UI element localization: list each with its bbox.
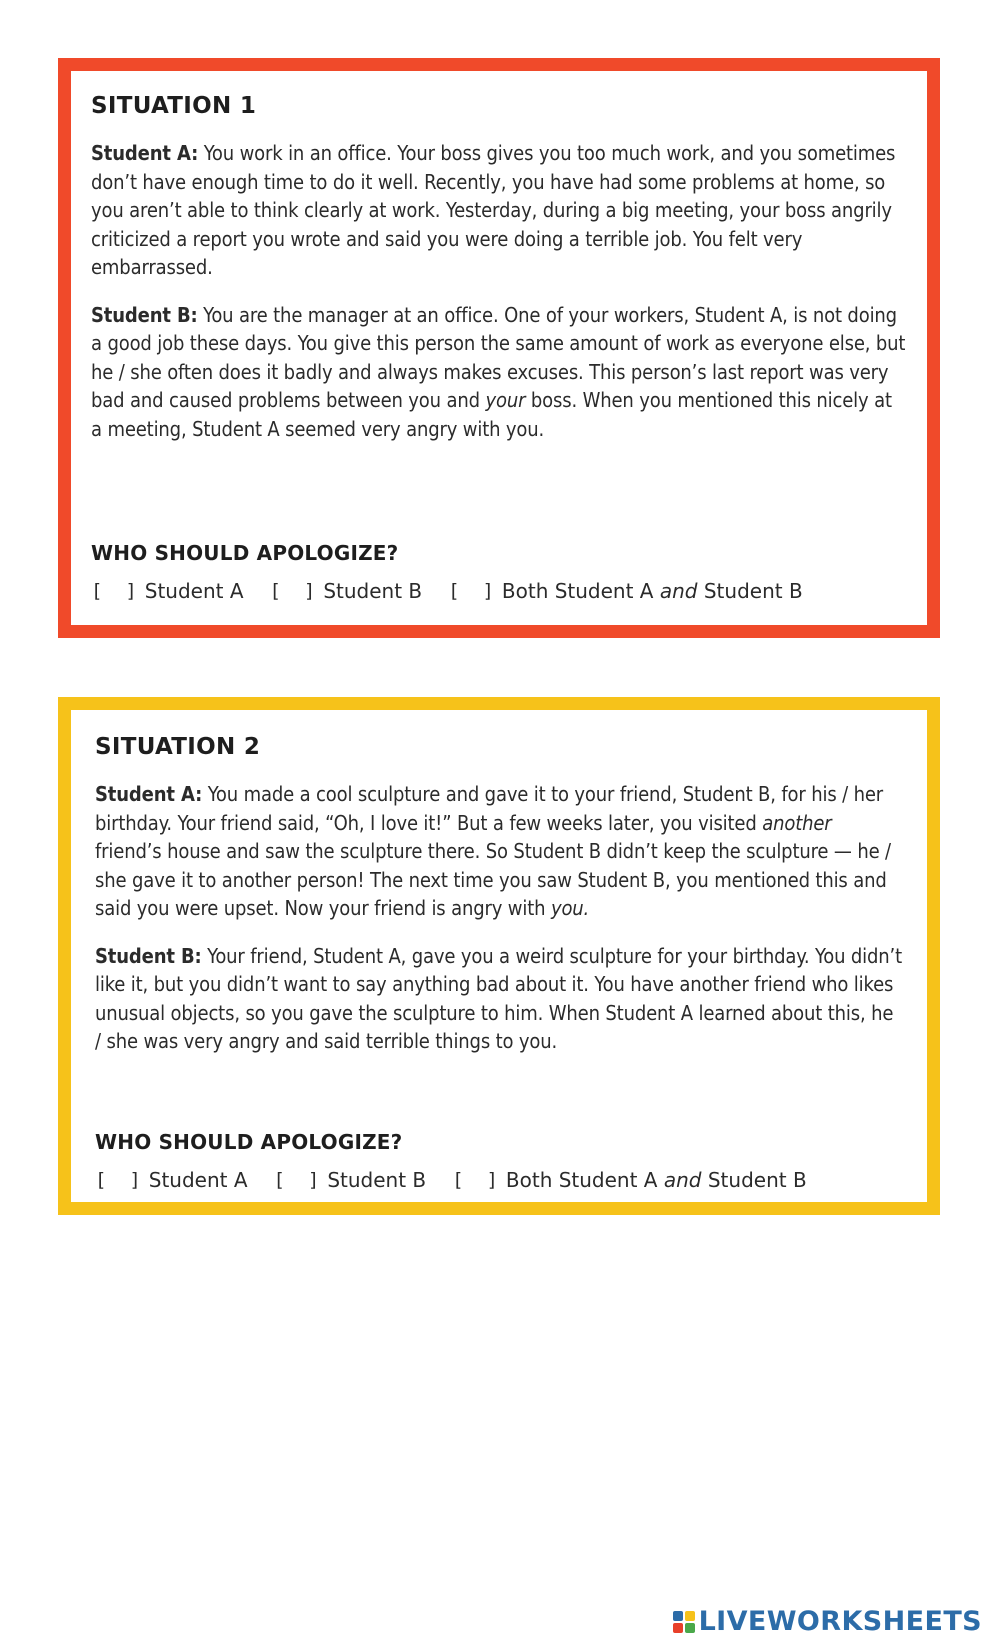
checkbox-bracket[interactable]: [ ] bbox=[452, 1169, 498, 1191]
student-a-paragraph bbox=[91, 139, 907, 282]
option-label: Student B bbox=[327, 1168, 427, 1192]
situation-1-card bbox=[58, 58, 940, 638]
situation-2-card bbox=[58, 697, 940, 1215]
checkbox-bracket[interactable]: [ ] bbox=[95, 1169, 141, 1191]
student-a-text-part-2: friend’s house and saw the sculpture there. So Student B didn’t keep the sculpture — he / she gave it to another person! The next time you saw Student B, you mentioned this and said you were upset. Now your friend is angry with bbox=[95, 839, 891, 920]
student-b-label: Student B: bbox=[95, 943, 202, 968]
option-both[interactable] bbox=[448, 579, 803, 603]
option-both[interactable] bbox=[452, 1168, 807, 1192]
option-label-and: and bbox=[659, 579, 698, 603]
logo-grid-icon bbox=[673, 1611, 695, 1633]
option-student-b[interactable] bbox=[274, 1168, 427, 1192]
student-b-text-part-2: boss. When you mentioned this nicely at a meeting, Student A seemed very angry with you. bbox=[91, 388, 892, 441]
option-label: Student A bbox=[148, 1168, 248, 1192]
answer-options bbox=[95, 1168, 807, 1192]
option-student-a[interactable] bbox=[95, 1168, 248, 1192]
option-label: Student B bbox=[323, 579, 423, 603]
student-a-emphasis-2: you. bbox=[550, 896, 590, 920]
logo-square bbox=[673, 1623, 683, 1633]
student-b-text-part-1: You are the manager at an office. One of your workers, Student A, is not doing a good job these days. You give this person the same amount of work as everyone else, but he / she often does it badly and always makes excuses. This person’s last report was very bad and caused problems between you and bbox=[91, 302, 906, 412]
answer-options bbox=[91, 579, 803, 603]
logo-square bbox=[673, 1611, 683, 1621]
liveworksheets-logo bbox=[673, 1606, 982, 1637]
option-label-part-1: Both Student A bbox=[505, 1168, 658, 1192]
situation-title: SITUATION 1 bbox=[91, 93, 257, 119]
option-label-part-2: Student B bbox=[707, 1168, 807, 1192]
student-b-emphasis: your bbox=[485, 388, 526, 412]
student-a-text-part-1: You made a cool sculpture and gave it to your friend, Student B, for his / her birthday. Your friend said, “Oh, I love it!” But a few weeks later, you visited bbox=[95, 782, 884, 835]
checkbox-bracket[interactable]: [ ] bbox=[448, 580, 494, 602]
student-a-emphasis-1: another bbox=[762, 810, 832, 835]
student-a-text: You work in an office. Your boss gives you too much work, and you sometimes don’t have enough time to do it well. Recently, you have had some problems at home, so you aren’t able to think clearly at work. Yesterday, during a big meeting, your boss angrily criticized a report you wrote and said you were doing a terrible job. You felt very embarrassed. bbox=[91, 141, 896, 279]
student-b-text: Your friend, Student A, gave you a weird sculpture for your birthday. You didn’t like it, but you didn’t want to say anything bad about it. You have another friend who likes unusual objects, so you gave the sculpture to him. When Student A learned about this, he / she was very angry and said terrible things to you. bbox=[95, 943, 903, 1053]
option-label-part-1: Both Student A bbox=[501, 579, 654, 603]
student-b-paragraph bbox=[95, 942, 903, 1056]
option-label-and: and bbox=[663, 1168, 702, 1192]
logo-square bbox=[685, 1623, 695, 1633]
logo-text: LIVEWORKSHEETS bbox=[698, 1606, 982, 1637]
student-a-paragraph bbox=[95, 780, 903, 923]
situation-title: SITUATION 2 bbox=[95, 734, 261, 760]
checkbox-bracket[interactable]: [ ] bbox=[91, 580, 137, 602]
question-heading: WHO SHOULD APOLOGIZE? bbox=[91, 541, 399, 565]
student-a-label: Student A: bbox=[91, 141, 199, 165]
checkbox-bracket[interactable]: [ ] bbox=[273, 1169, 320, 1191]
option-student-a[interactable] bbox=[91, 579, 244, 603]
student-b-label: Student B: bbox=[91, 302, 198, 327]
option-label-part-2: Student B bbox=[703, 579, 803, 603]
checkbox-bracket[interactable]: [ ] bbox=[269, 580, 316, 602]
student-b-paragraph bbox=[91, 301, 907, 444]
option-label: Student A bbox=[144, 579, 244, 603]
option-student-b[interactable] bbox=[270, 579, 423, 603]
student-a-label: Student A: bbox=[95, 782, 203, 806]
logo-square bbox=[685, 1611, 695, 1621]
question-heading: WHO SHOULD APOLOGIZE? bbox=[95, 1130, 403, 1154]
